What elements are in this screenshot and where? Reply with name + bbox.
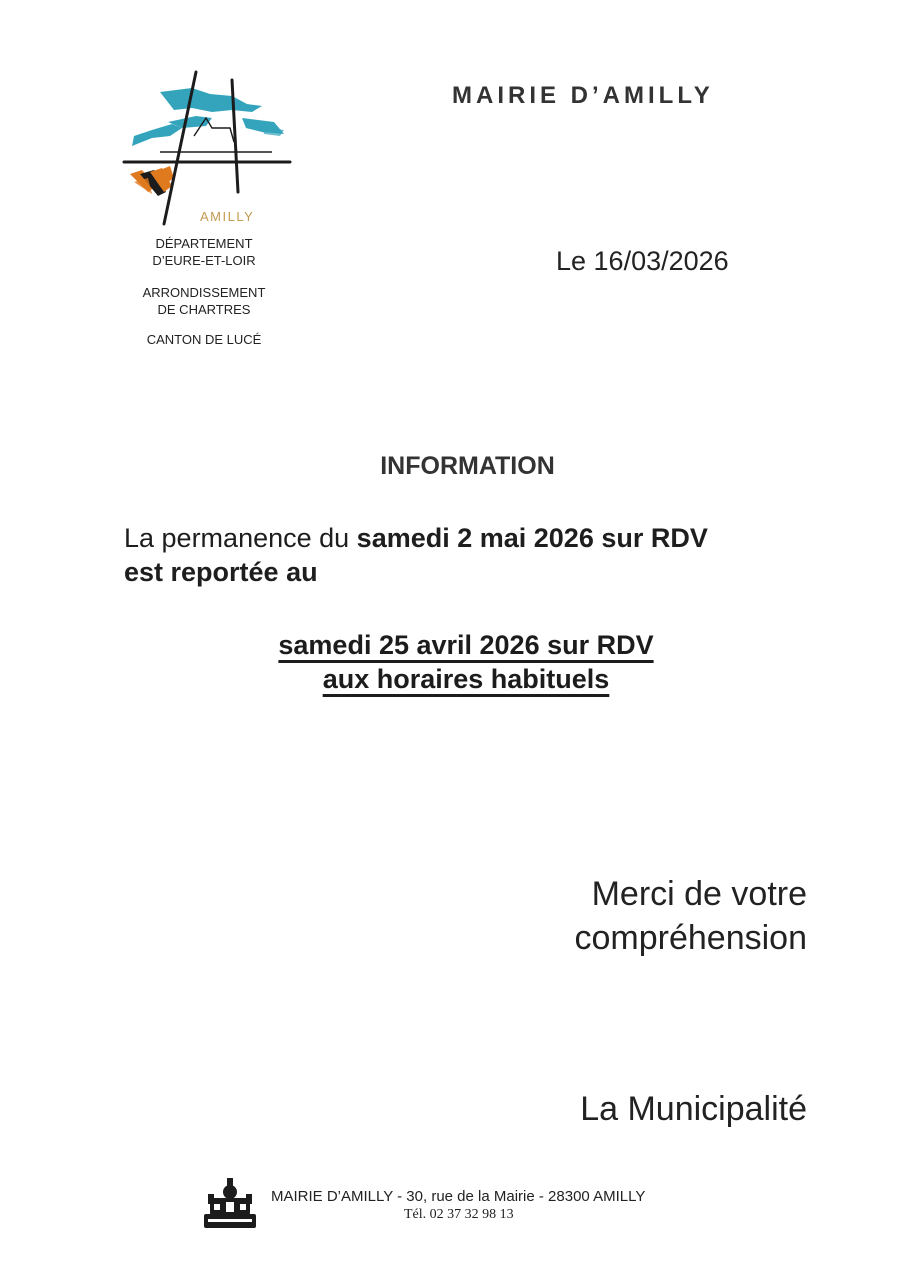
- department-line-2: D’EURE-ET-LOIR: [152, 253, 256, 268]
- footer-address: MAIRIE D’AMILLY - 30, rue de la Mairie - 28300 AMILLY: [271, 1188, 646, 1205]
- old-date: samedi 2 mai 2026 sur RDV: [356, 523, 708, 553]
- footer-phone: Tél. 02 37 32 98 13: [404, 1207, 514, 1222]
- department-line-1: DÉPARTEMENT: [155, 236, 253, 251]
- thanks-message: [520, 872, 807, 960]
- arrondissement-line-1: ARRONDISSEMENT: [142, 285, 266, 300]
- signature: La Municipalité: [580, 1090, 807, 1128]
- new-date-block: [0, 628, 900, 696]
- logo-name: AMILLY: [200, 209, 255, 224]
- logo-department: [124, 235, 284, 269]
- document-date: Le 16/03/2026: [556, 246, 729, 276]
- amilly-logo: [112, 66, 297, 226]
- org-title: MAIRIE D’AMILLY: [452, 82, 714, 109]
- arrondissement-line-2: DE CHARTRES: [157, 302, 251, 317]
- notice-title: INFORMATION: [380, 452, 555, 480]
- intro-text: La permanence du: [124, 523, 357, 553]
- logo-canton: CANTON DE LUCÉ: [146, 332, 262, 347]
- town-seal-icon: [200, 1176, 260, 1232]
- new-date-line-2: aux horaires habituels: [322, 664, 610, 694]
- logo-arrondissement: [124, 284, 284, 318]
- notice-paragraph: [124, 521, 824, 589]
- thanks-line-1: Merci de votre: [591, 875, 807, 913]
- new-date-line-1: samedi 25 avril 2026 sur RDV: [278, 630, 654, 660]
- postponed-text: est reportée au: [124, 557, 318, 587]
- thanks-line-2: compréhension: [574, 919, 807, 957]
